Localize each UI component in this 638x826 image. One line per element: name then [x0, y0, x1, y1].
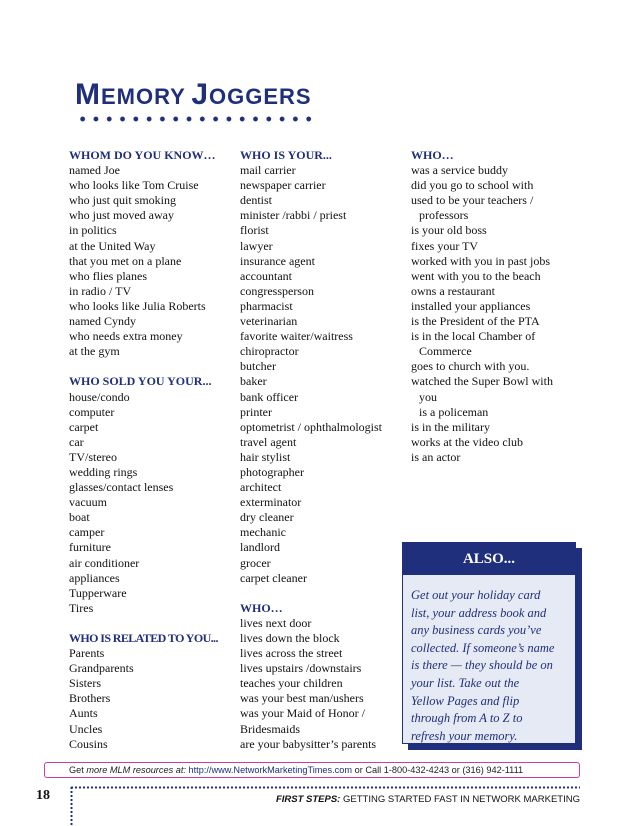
list-item: computer [69, 404, 115, 419]
list-item: lives upstairs /downstairs [240, 661, 362, 676]
list-item: who just moved away [69, 208, 174, 223]
column-who-is-your [240, 148, 405, 752]
list-item: is an actor [411, 449, 461, 464]
list-item: baker [240, 374, 267, 389]
also-box-line: Yellow Pages and flip [411, 693, 520, 708]
list-item: florist [240, 223, 269, 238]
list-item: Bridesmaids [240, 721, 300, 736]
list-item: carpet cleaner [240, 570, 307, 585]
list-item: watched the Super Bowl with [411, 374, 553, 389]
list-item: dry cleaner [240, 510, 294, 525]
resource-bar [44, 762, 580, 778]
list-item: congressperson [240, 283, 314, 298]
list-item: who looks like Julia Roberts [69, 298, 206, 313]
list-item: exterminator [240, 495, 302, 510]
list-item: Brothers [69, 691, 111, 706]
list-item: lives across the street [240, 646, 343, 661]
list-item: lives next door [240, 615, 312, 630]
list-item: Tupperware [69, 585, 127, 600]
list-item: professors [419, 208, 469, 223]
section-heading: WHO IS RELATED TO YOU... [69, 631, 218, 645]
also-box-line: refresh your memory. [411, 728, 518, 743]
section-heading: WHO IS YOUR... [240, 148, 332, 162]
list-item: is a policeman [419, 404, 489, 419]
list-item: carpet [69, 419, 99, 434]
list-item: used to be your teachers / [411, 193, 534, 208]
list-item: grocer [240, 555, 271, 570]
list-item: photographer [240, 464, 304, 479]
list-item: lawyer [240, 238, 273, 253]
list-item: bank officer [240, 389, 299, 404]
also-box-line: list, your address book and [411, 605, 547, 620]
list-item: is your old boss [411, 223, 487, 238]
list-item: optometrist / ophthalmologist [240, 419, 382, 434]
list-item: camper [69, 525, 105, 540]
also-box-body [403, 575, 575, 745]
list-item: did you go to school with [411, 178, 534, 193]
resource-prefix: Get [69, 765, 87, 775]
list-item: glasses/contact lenses [69, 480, 174, 495]
list-item: veterinarian [240, 314, 298, 329]
list-item: favorite waiter/waitress [240, 329, 353, 344]
list-item: architect [240, 480, 282, 495]
list-item: was your best man/ushers [240, 691, 364, 706]
resource-suffix: or Call 1-800-432-4243 or (316) 942-1111 [352, 765, 524, 775]
list-item: worked with you in past jobs [411, 253, 550, 268]
list-item: is in the local Chamber of [411, 329, 536, 344]
list-item: installed your appliances [411, 298, 531, 313]
title-rest-oggers: OGGERS [209, 84, 312, 109]
footer-book-title: FIRST STEPS: [275, 794, 341, 805]
list-item: minister /rabbi / priest [240, 208, 347, 223]
list-item: in radio / TV [69, 283, 132, 298]
list-item: named Joe [69, 163, 120, 178]
section-heading: WHO SOLD YOU YOUR... [69, 374, 212, 389]
page-title [75, 78, 312, 112]
list-item: mail carrier [240, 163, 296, 178]
list-item: pharmacist [240, 298, 293, 313]
list-item: went with you to the beach [411, 268, 541, 283]
page-number: 18 [36, 788, 50, 803]
list-item: Cousins [69, 736, 108, 751]
list-item: in politics [69, 223, 117, 238]
list-item: was your Maid of Honor / [240, 706, 365, 721]
also-box-line: is there — they should be on [411, 658, 553, 673]
list-item: Tires [69, 600, 94, 615]
list-item: travel agent [240, 434, 297, 449]
list-item: who flies planes [69, 268, 147, 283]
list-item: chiropractor [240, 344, 299, 359]
list-item: accountant [240, 268, 292, 283]
list-item: Grandparents [69, 661, 134, 676]
list-item: is the President of the PTA [411, 314, 540, 329]
section-heading: WHO… [240, 600, 283, 615]
also-box [402, 542, 576, 744]
section-heading: WHOM DO YOU KNOW… [69, 148, 216, 162]
list-item: at the United Way [69, 238, 156, 253]
column-who [411, 148, 586, 465]
list-item: works at the video club [411, 434, 523, 449]
resource-url-link[interactable]: http://www.NetworkMarketingTimes.com [188, 765, 353, 775]
also-box-line: Get out your holiday card [411, 588, 541, 602]
list-item: dentist [240, 193, 272, 208]
spacer [240, 586, 405, 601]
list-item: was a service buddy [411, 163, 508, 178]
list-item: lives down the block [240, 631, 340, 645]
list-item: teaches your children [240, 676, 343, 691]
list-item: house/condo [69, 389, 130, 404]
also-box-line: any business cards you’ve [411, 623, 542, 638]
list-item: who just quit smoking [69, 193, 177, 208]
list-item: you [419, 389, 437, 404]
list-item: air conditioner [69, 555, 140, 570]
list-item: butcher [240, 359, 276, 374]
list-item: Uncles [69, 721, 103, 736]
footer-subtitle: GETTING STARTED FAST IN NETWORK MARKETING [340, 794, 580, 805]
also-box-line: through from A to Z to [411, 711, 523, 726]
resource-em-text: more MLM resources at: [86, 765, 186, 775]
section-heading: WHO… [411, 148, 454, 162]
list-item: named Cyndy [69, 314, 136, 329]
list-item: fixes your TV [411, 238, 479, 253]
list-item: wedding rings [69, 464, 138, 479]
list-item: hair stylist [240, 449, 291, 464]
spacer [69, 359, 234, 374]
title-initial-j: J [191, 78, 209, 111]
also-box-line: your list. Take out the [411, 675, 520, 690]
list-item: Commerce [419, 344, 472, 359]
list-item: who needs extra money [69, 329, 183, 344]
list-item: mechanic [240, 525, 286, 540]
spacer [69, 616, 234, 631]
list-item: printer [240, 404, 272, 419]
column-whom-do-you-know [69, 148, 234, 752]
list-item: goes to church with you. [411, 359, 530, 374]
list-item: Parents [69, 646, 105, 661]
footer-horizontal-dots [70, 786, 580, 789]
list-item: boat [69, 510, 90, 525]
title-dotted-rule [76, 115, 316, 123]
list-item: insurance agent [240, 253, 315, 268]
list-item: landlord [240, 540, 280, 555]
list-item: owns a restaurant [411, 283, 495, 298]
list-item: who looks like Tom Cruise [69, 178, 199, 193]
list-item: furniture [69, 540, 111, 555]
title-initial-m: M [75, 78, 101, 111]
list-item: at the gym [69, 344, 120, 359]
list-item: Aunts [69, 706, 98, 721]
list-item: TV/stereo [69, 449, 117, 464]
list-item: appliances [69, 570, 120, 585]
also-box-line: collected. If someone’s name [411, 640, 555, 655]
list-item: are your babysitter’s parents [240, 736, 377, 751]
list-item: vacuum [69, 495, 107, 510]
title-rest-emory: EMORY [101, 84, 186, 109]
list-item: is in the military [411, 419, 490, 434]
list-item: newspaper carrier [240, 178, 326, 193]
footer-vertical-dots [70, 786, 73, 826]
list-item: car [69, 434, 84, 449]
footer-title [276, 794, 580, 805]
also-box-heading: ALSO... [403, 543, 575, 575]
list-item: that you met on a plane [69, 253, 182, 268]
list-item: Sisters [69, 676, 102, 691]
